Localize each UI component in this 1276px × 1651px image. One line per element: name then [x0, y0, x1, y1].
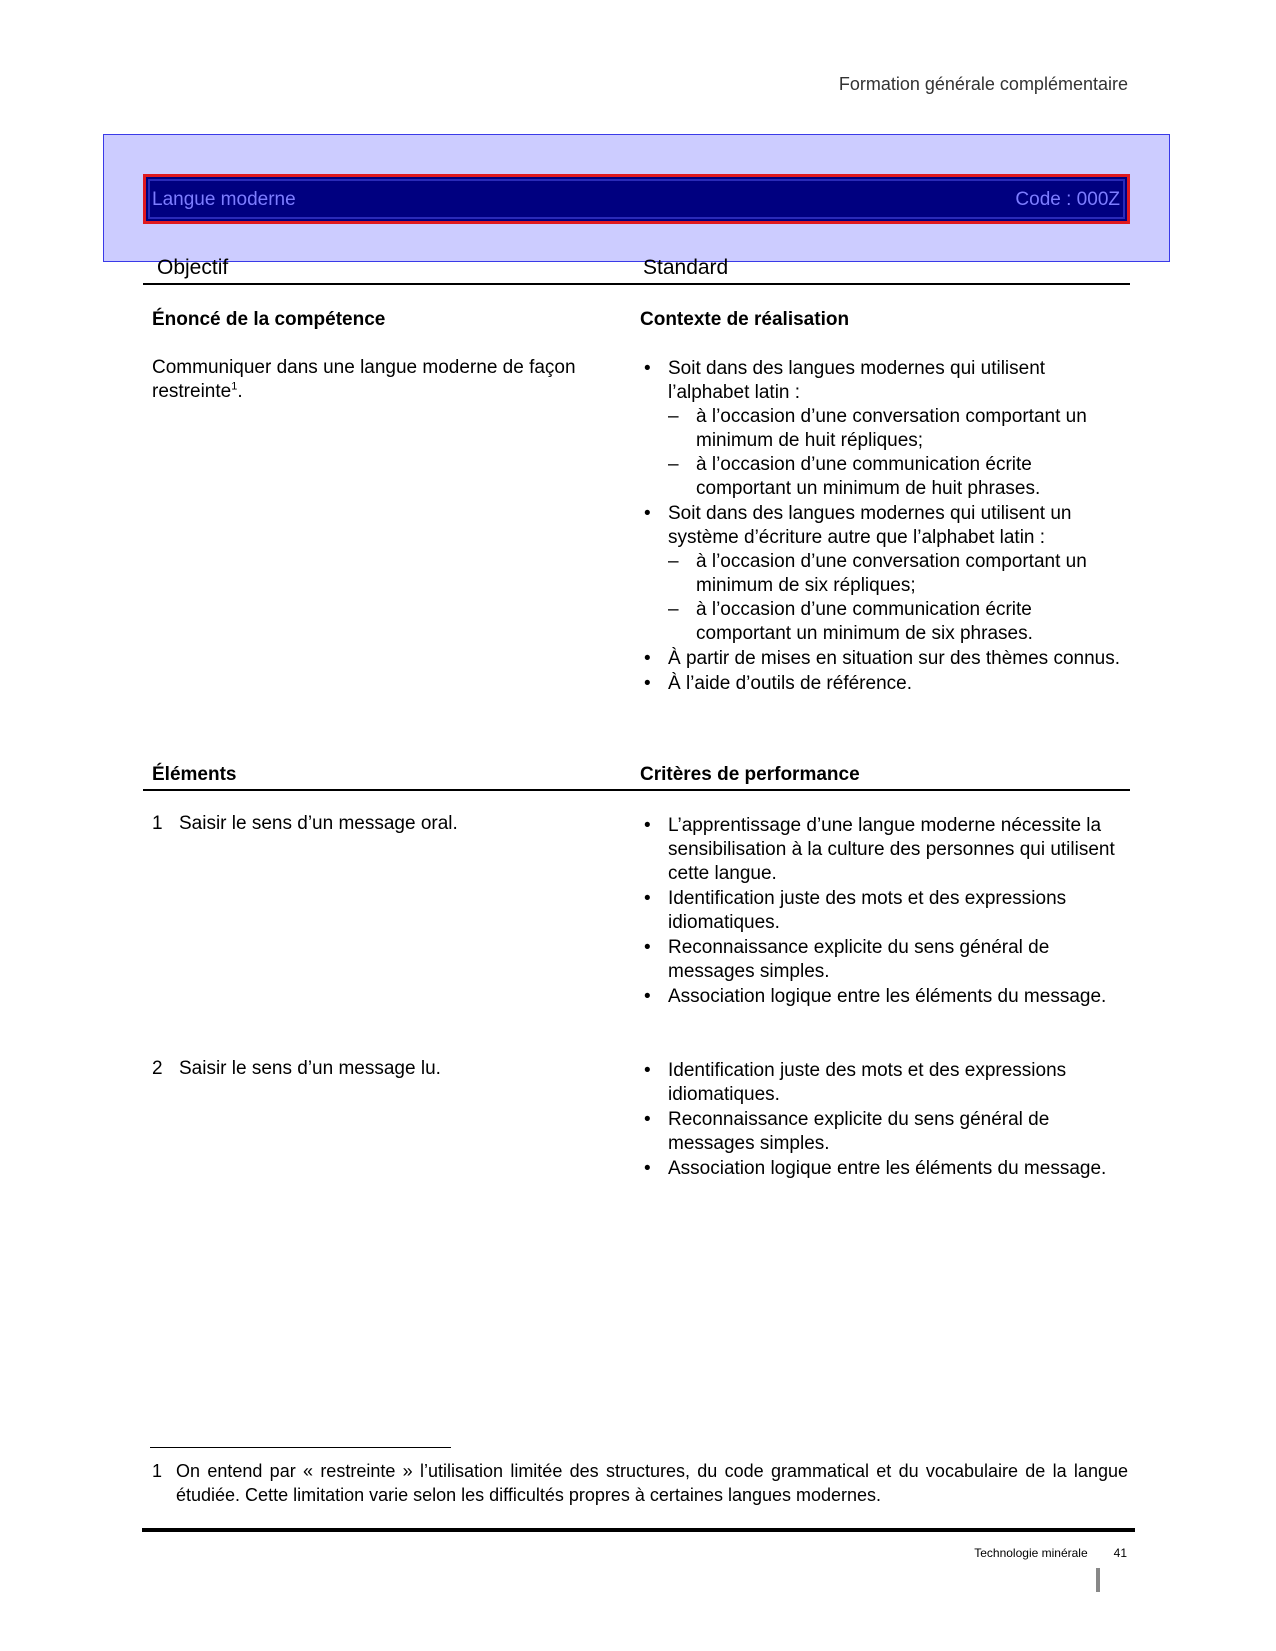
list-item: • Association logique entre les éléments du message.	[644, 1157, 1124, 1181]
element-1	[152, 812, 622, 836]
footer-rule	[142, 1528, 1135, 1532]
element-2	[152, 1057, 622, 1081]
criteria-list-2	[644, 1059, 1124, 1182]
list-item: • Soit dans des langues modernes qui utilisent un système d’écriture autre que l’alphabet latin : – à l’occasion d’une conversation comportant un minimum de six répliques; – à l’occasion d’une communication écrite comportant un minimum de six phrases.	[644, 502, 1124, 646]
competence-heading: Énoncé de la compétence	[152, 309, 386, 330]
list-item: • À l’aide d’outils de référence.	[644, 672, 1124, 696]
footnote-ref[interactable]: 1	[231, 380, 238, 393]
list-item: • Soit dans des langues modernes qui utilisent l’alphabet latin : – à l’occasion d’une conversation comportant un minimum de huit répliques; – à l’occasion d’une communication écrite comportant un minimum de huit phrases.	[644, 357, 1124, 501]
footer-program: Technologie minérale	[974, 1546, 1088, 1560]
footnote-number: 1	[152, 1461, 163, 1481]
list-item: • Association logique entre les éléments du message.	[644, 985, 1124, 1009]
list-item: • Identification juste des mots et des expressions idiomatiques.	[644, 1059, 1124, 1107]
element-label: Saisir le sens d’un message oral.	[179, 813, 458, 834]
list-item: • À partir de mises en situation sur des thèmes connus.	[644, 647, 1124, 671]
element-number: 1	[152, 813, 163, 834]
footnote	[152, 1459, 1128, 1507]
sub-list-item: – à l’occasion d’une conversation comportant un minimum de six répliques;	[668, 550, 1124, 598]
column-heading-objectif: Objectif	[157, 256, 229, 279]
running-header: Formation générale complémentaire	[838, 74, 1128, 94]
sub-list-item: – à l’occasion d’une conversation comportant un minimum de huit répliques;	[668, 405, 1124, 453]
list-item: • Reconnaissance explicite du sens général de messages simples.	[644, 936, 1124, 984]
context-heading: Contexte de réalisation	[640, 309, 850, 330]
element-label: Saisir le sens d’un message lu.	[179, 1058, 441, 1079]
column-heading-standard: Standard	[643, 256, 729, 279]
elements-divider	[143, 789, 1130, 791]
course-title: Langue moderne	[152, 189, 296, 210]
list-item: • Reconnaissance explicite du sens général de messages simples.	[644, 1108, 1124, 1156]
list-item: • L’apprentissage d’une langue moderne nécessite la sensibilisation à la culture des personnes qui utilisent cette langue.	[644, 814, 1124, 886]
sub-list-item: – à l’occasion d’une communication écrite comportant un minimum de six phrases.	[668, 598, 1124, 646]
footnote-text: On entend par « restreinte » l’utilisation limitée des structures, du code grammatical et du vocabulaire de la langue étudiée. Cette limitation varie selon les difficultés propres à certaines langues modernes.	[176, 1461, 1128, 1505]
course-code: Code : 000Z	[1015, 189, 1120, 210]
list-item: • Identification juste des mots et des expressions idiomatiques.	[644, 887, 1124, 935]
footnote-separator	[150, 1447, 451, 1448]
page-footer	[900, 1546, 1127, 1560]
element-number: 2	[152, 1058, 163, 1079]
heading-divider	[143, 283, 1130, 285]
criteria-heading: Critères de performance	[640, 764, 860, 785]
footer-marker	[1096, 1568, 1100, 1592]
elements-heading: Éléments	[152, 764, 237, 785]
competence-statement: Communiquer dans une langue moderne de façon restreinte$^1$.	[152, 357, 576, 402]
sub-list-item: – à l’occasion d’une communication écrite comportant un minimum de huit phrases.	[668, 453, 1124, 501]
context-list	[644, 357, 1124, 697]
criteria-list-1	[644, 814, 1124, 1010]
page-number: 41	[1113, 1546, 1127, 1560]
